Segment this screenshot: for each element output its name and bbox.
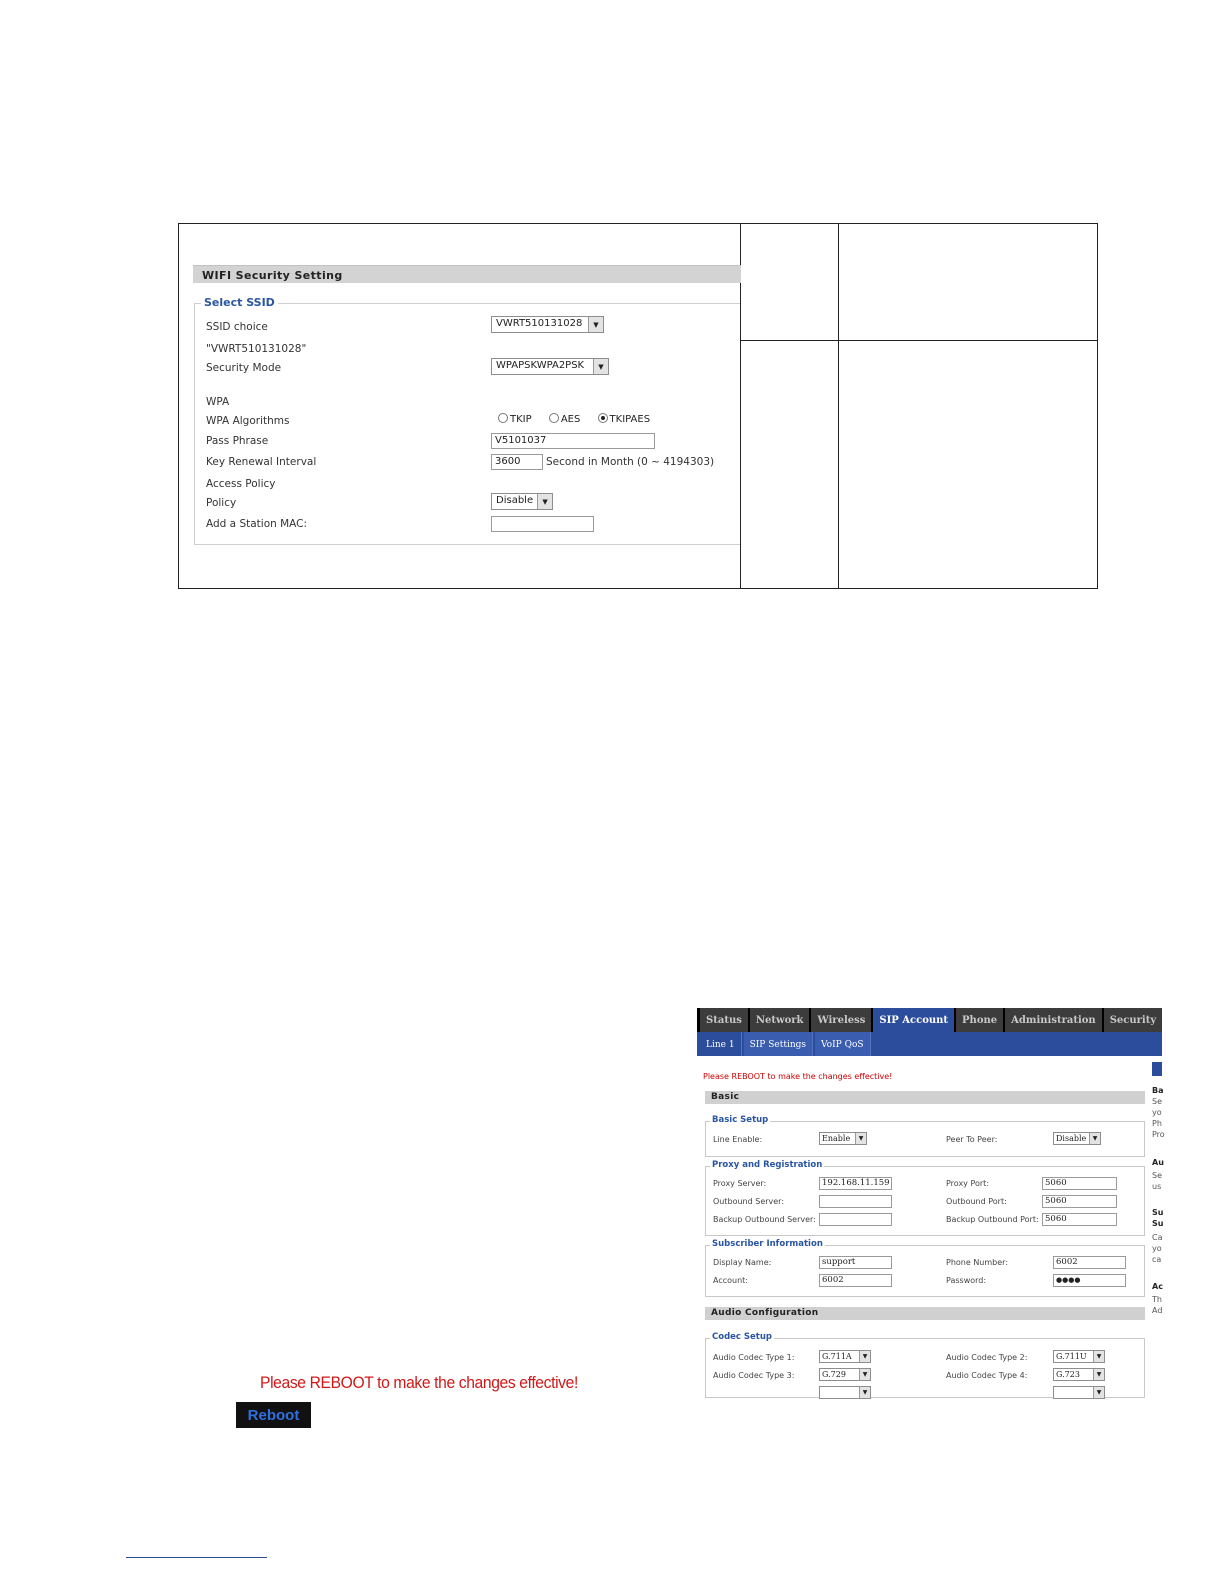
codec-setup-fieldset: [705, 1332, 1145, 1398]
chevron-down-icon: ▼: [588, 317, 603, 332]
tab-sip-account[interactable]: SIP Account: [873, 1008, 954, 1032]
policy-select[interactable]: [491, 493, 553, 510]
sip-account-screenshot: [697, 1008, 1165, 1396]
help-fragment: us: [1152, 1182, 1162, 1191]
tab-phone[interactable]: Phone: [956, 1008, 1003, 1032]
chevron-down-icon: ▼: [593, 359, 608, 374]
add-station-mac-input[interactable]: [491, 516, 594, 532]
select-ssid-legend: Select SSID: [201, 296, 278, 309]
peer-to-peer-value: Disable: [1056, 1134, 1087, 1143]
tab-wireless[interactable]: Wireless: [811, 1008, 871, 1032]
security-mode-value: WPAPSKWPA2PSK: [496, 360, 585, 371]
security-mode-label: Security Mode: [206, 362, 282, 374]
policy-label: Policy: [206, 497, 237, 509]
peer-to-peer-select[interactable]: [1053, 1132, 1101, 1145]
policy-value: Disable: [496, 495, 534, 506]
help-fragment: Au: [1152, 1158, 1164, 1167]
help-fragment: yo: [1152, 1244, 1162, 1253]
document-table: [178, 223, 1098, 589]
tab-security[interactable]: Security: [1104, 1008, 1162, 1032]
help-fragment: Se: [1152, 1171, 1162, 1180]
codec3-select[interactable]: [819, 1368, 871, 1381]
codec3-label: Audio Codec Type 3:: [713, 1371, 795, 1380]
outbound-port-label: Outbound Port:: [946, 1197, 1007, 1206]
ssid-choice-label: SSID choice: [206, 321, 268, 333]
codec3-value: G.729: [822, 1370, 846, 1379]
phone-number-input[interactable]: 6002: [1053, 1256, 1126, 1269]
account-input[interactable]: 6002: [819, 1274, 892, 1287]
password-input[interactable]: ●●●●: [1053, 1274, 1126, 1287]
line-enable-value: Enable: [822, 1134, 851, 1143]
codec6-select[interactable]: [1053, 1386, 1105, 1399]
chevron-down-icon: ▼: [1093, 1387, 1104, 1398]
radio-aes[interactable]: [549, 414, 581, 425]
line-enable-label: Line Enable:: [713, 1135, 763, 1144]
basic-setup-fieldset: [705, 1115, 1145, 1157]
tab-status[interactable]: Status: [700, 1008, 748, 1032]
radio-tkip-label: TKIP: [510, 414, 532, 425]
radio-tkipaes[interactable]: [598, 414, 651, 425]
backup-server-label: Backup Outbound Server:: [713, 1215, 816, 1224]
chevron-down-icon: ▼: [859, 1387, 870, 1398]
proxy-port-label: Proxy Port:: [946, 1179, 990, 1188]
subscriber-fieldset: [705, 1239, 1145, 1297]
security-mode-select[interactable]: [491, 358, 609, 375]
help-fragment: Ca: [1152, 1233, 1163, 1242]
basic-section-header: Basic: [705, 1091, 1145, 1104]
backup-port-input[interactable]: 5060: [1042, 1213, 1117, 1226]
backup-port-label: Backup Outbound Port:: [946, 1215, 1039, 1224]
help-button-edge[interactable]: [1152, 1062, 1162, 1076]
proxy-registration-fieldset: [705, 1160, 1145, 1236]
proxy-server-label: Proxy Server:: [713, 1179, 767, 1188]
help-fragment: Ad: [1152, 1306, 1163, 1315]
table-divider: [740, 340, 1097, 341]
basic-setup-legend: Basic Setup: [712, 1115, 769, 1125]
display-name-input[interactable]: support: [819, 1256, 892, 1269]
proxy-registration-legend: Proxy and Registration: [712, 1160, 823, 1170]
radio-icon: [498, 413, 508, 423]
codec1-label: Audio Codec Type 1:: [713, 1353, 795, 1362]
codec1-select[interactable]: [819, 1350, 871, 1363]
display-name-label: Display Name:: [713, 1258, 772, 1267]
help-fragment: Pro: [1152, 1130, 1165, 1139]
add-station-mac-label: Add a Station MAC:: [206, 518, 308, 530]
peer-to-peer-label: Peer To Peer:: [946, 1135, 998, 1144]
subscriber-legend: Subscriber Information: [712, 1239, 823, 1249]
line-enable-select[interactable]: [819, 1132, 867, 1145]
ssid-name-text: "VWRT510131028": [206, 343, 307, 355]
help-fragment: ca: [1152, 1255, 1162, 1264]
wifi-security-panel: [193, 265, 741, 545]
codec4-select[interactable]: [1053, 1368, 1105, 1381]
key-renewal-unit: Second in Month: [546, 456, 634, 468]
help-fragment: yo: [1152, 1108, 1162, 1117]
proxy-server-input[interactable]: 192.168.11.159: [819, 1177, 892, 1190]
radio-aes-label: AES: [560, 414, 581, 425]
key-renewal-label: Key Renewal Interval: [206, 456, 317, 468]
pass-phrase-input[interactable]: V5101037: [491, 433, 655, 449]
codec5-select[interactable]: [819, 1386, 871, 1399]
access-policy-label: Access Policy: [206, 478, 276, 490]
wifi-security-header: WIFI Security Setting: [193, 265, 741, 283]
wpa-label: WPA: [206, 396, 230, 408]
ssid-choice-select[interactable]: [491, 316, 604, 333]
reboot-message: Please REBOOT to make the changes effective!: [260, 1373, 578, 1392]
help-fragment: Se: [1152, 1097, 1162, 1106]
chevron-down-icon: ▼: [1093, 1351, 1104, 1362]
outbound-server-label: Outbound Server:: [713, 1197, 785, 1206]
help-fragment: Ac: [1152, 1282, 1163, 1291]
footer-rule: [126, 1557, 267, 1558]
radio-tkip[interactable]: [498, 414, 532, 425]
subtab-voip-qos[interactable]: VoIP QoS: [815, 1032, 871, 1056]
account-label: Account:: [713, 1276, 748, 1285]
audio-config-header: Audio Configuration: [705, 1307, 1145, 1320]
codec4-value: G.723: [1056, 1370, 1080, 1379]
password-label: Password:: [946, 1276, 987, 1285]
sub-tab-bar: [697, 1032, 1162, 1056]
outbound-server-input[interactable]: [819, 1195, 892, 1208]
subtab-sip-settings[interactable]: SIP Settings: [744, 1032, 813, 1056]
pass-phrase-label: Pass Phrase: [206, 435, 269, 447]
chevron-down-icon: ▼: [859, 1369, 870, 1380]
tab-network[interactable]: Network: [750, 1008, 810, 1032]
ssid-choice-value: VWRT510131028: [496, 318, 583, 329]
backup-server-input[interactable]: [819, 1213, 892, 1226]
sip-reboot-note: Please REBOOT to make the changes effective!: [703, 1072, 893, 1081]
radio-icon: [549, 413, 559, 423]
radio-tkipaes-label: TKIPAES: [609, 414, 651, 425]
codec4-label: Audio Codec Type 4:: [946, 1371, 1028, 1380]
chevron-down-icon: ▼: [537, 494, 552, 509]
help-fragment: Su: [1152, 1219, 1164, 1228]
key-renewal-input[interactable]: 3600: [491, 454, 543, 470]
subtab-line-1[interactable]: Line 1: [700, 1032, 742, 1056]
key-renewal-range: (0 ~ 4194303): [637, 456, 715, 468]
outbound-port-input[interactable]: 5060: [1042, 1195, 1117, 1208]
codec1-value: G.711A: [822, 1352, 852, 1361]
help-fragment: Th: [1152, 1295, 1162, 1304]
chevron-down-icon: ▼: [859, 1351, 870, 1362]
tab-administration[interactable]: Administration: [1005, 1008, 1102, 1032]
radio-selected-icon: [598, 413, 608, 423]
help-fragment: Su: [1152, 1208, 1164, 1217]
table-divider: [838, 224, 839, 588]
chevron-down-icon: ▼: [855, 1133, 866, 1144]
help-fragment: Ph: [1152, 1119, 1162, 1128]
codec2-label: Audio Codec Type 2:: [946, 1353, 1028, 1362]
codec2-value: G.711U: [1056, 1352, 1087, 1361]
select-ssid-fieldset: [194, 296, 740, 545]
chevron-down-icon: ▼: [1093, 1369, 1104, 1380]
help-fragment: Ba: [1152, 1086, 1164, 1095]
codec-setup-legend: Codec Setup: [712, 1332, 773, 1342]
wpa-algorithms-group: [498, 413, 650, 425]
wpa-algorithms-label: WPA Algorithms: [206, 415, 290, 427]
proxy-port-input[interactable]: 5060: [1042, 1177, 1117, 1190]
reboot-button[interactable]: Reboot: [236, 1402, 311, 1428]
phone-number-label: Phone Number:: [946, 1258, 1009, 1267]
main-tab-bar: [697, 1008, 1162, 1032]
chevron-down-icon: ▼: [1089, 1133, 1100, 1144]
codec2-select[interactable]: [1053, 1350, 1105, 1363]
